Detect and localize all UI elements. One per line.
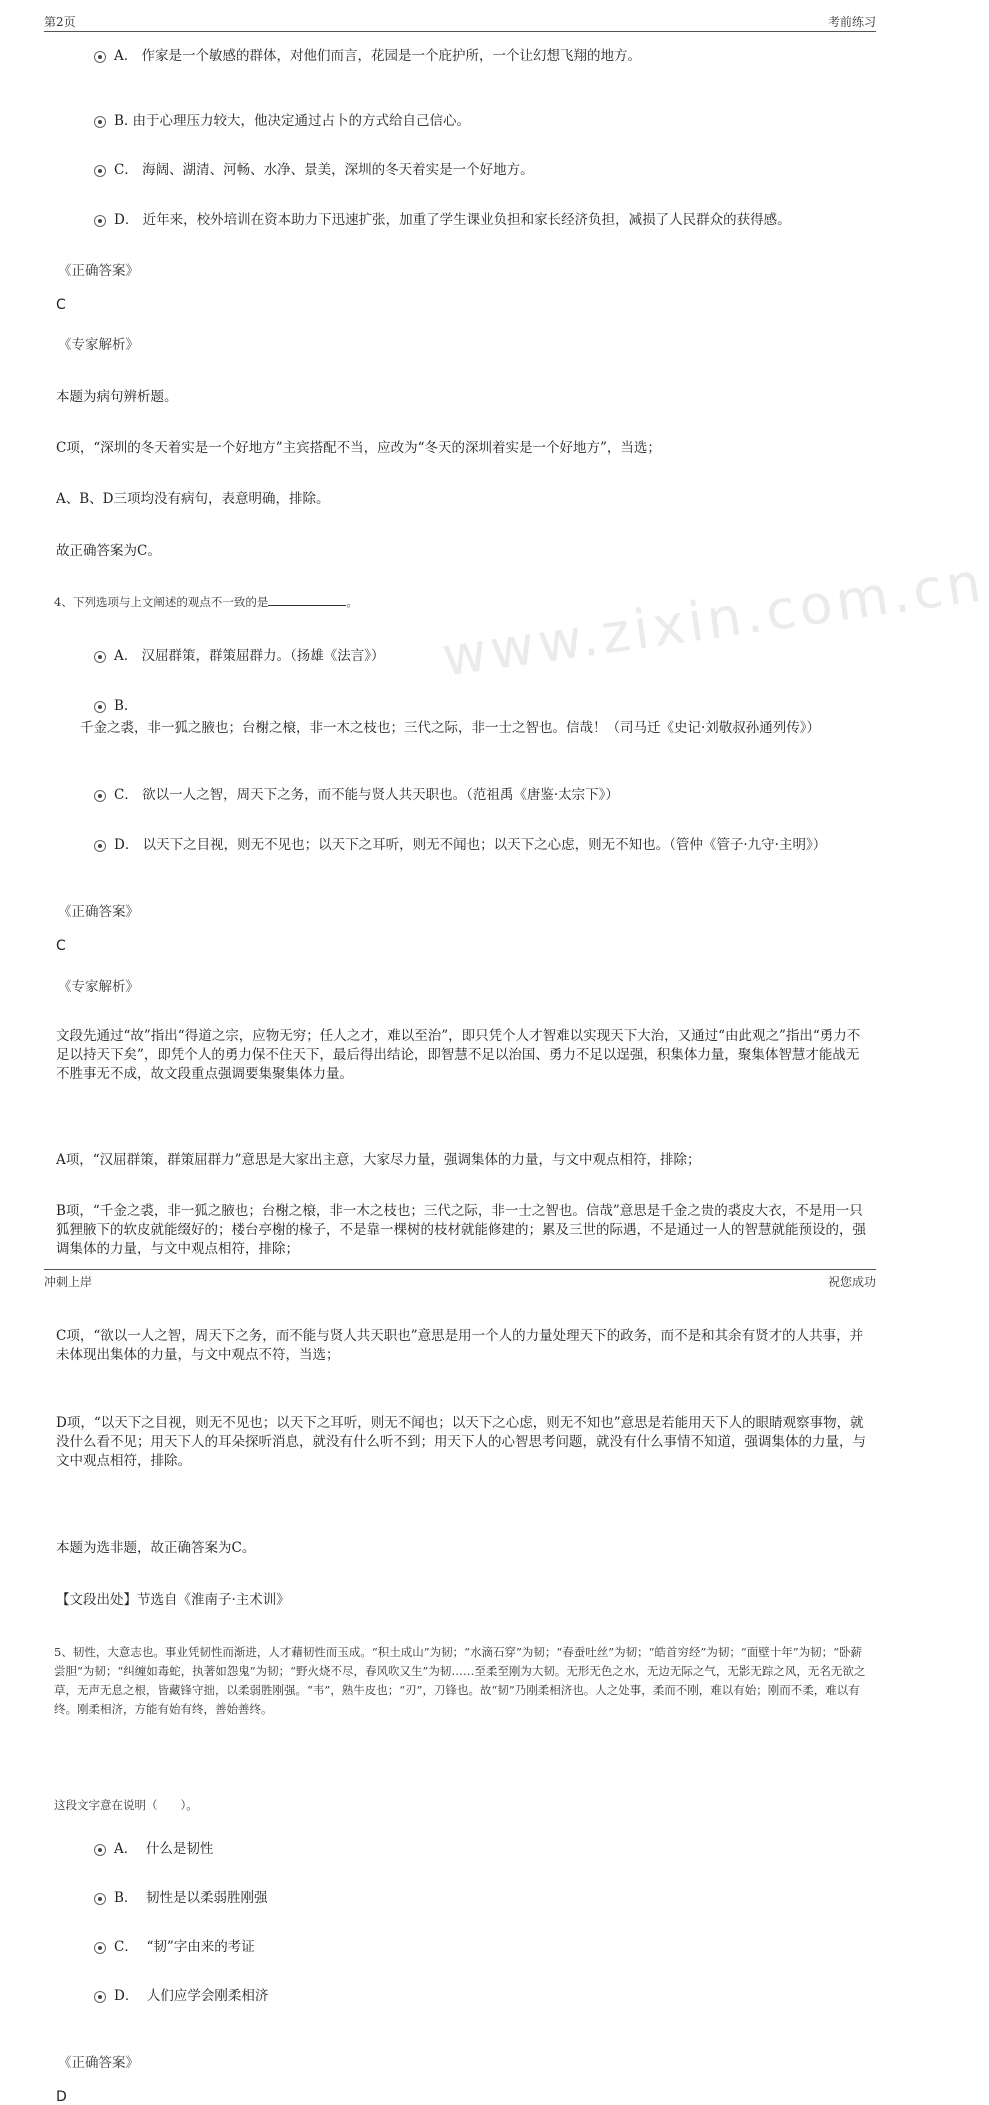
q5-option-d[interactable]: D． 人们应学会刚柔相济	[94, 1985, 869, 2007]
q3-option-d[interactable]: D． 近年来，校外培训在资本助力下迅速扩张，加重了学生课业负担和家长经济负担，减损了人民群众的获得感。	[94, 209, 869, 231]
radio-icon[interactable]	[94, 701, 106, 713]
q3-analysis-p1: 本题为病句辨析题。	[56, 389, 178, 405]
footer-rule	[44, 1269, 876, 1270]
radio-icon[interactable]	[94, 790, 106, 802]
page-number: 第2页	[44, 15, 76, 29]
q4-analysis-label: 《专家解析》	[58, 979, 139, 995]
q4-analysis-p2: A项，“汉屈群策，群策屈群力”意思是大家出主意，大家尽力量，强调集体的力量，与文中观点相符，排除；	[56, 1152, 701, 1168]
q3-analysis-p2: C项，“深圳的冬天着实是一个好地方”主宾搭配不当，应改为“冬天的深圳着实是一个好地方”，当选；	[56, 440, 661, 456]
radio-icon[interactable]	[94, 1942, 106, 1954]
radio-icon[interactable]	[94, 1844, 106, 1856]
q5-option-b[interactable]: B． 韧性是以柔弱胜刚强	[94, 1887, 869, 1909]
header-rule	[44, 31, 876, 32]
q4-analysis-p5: D项，“以天下之目视，则无不见也；以天下之耳听，则无不闻也；以天下之心虑，则无不知也”意思是若能用天下人的眼睛观察事物，就没什么看不见；用天下人的耳朵探听消息，就没有什么听不到；用天下人的心智思考问题，就没有什么事情不知道，强调集体的力量，与文中观点相符，排除。	[56, 1415, 866, 1469]
q5-question: 这段文字意在说明（ ）。	[54, 1798, 198, 1812]
q3-option-b[interactable]: B. 由于心理压力较大，他决定通过占卜的方式给自己信心。	[94, 110, 869, 132]
q4-analysis-p3: B项，“千金之裘，非一狐之腋也；台榭之榱，非一木之枝也；三代之际，非一士之智也。信哉”意思是千金之贵的裘皮大衣，不是用一只狐狸腋下的软皮就能缀好的；楼台亭榭的椽子，不是靠一棵树的枝材就能修建的；累及三世的际遇，不是通过一人的智慧就能预设的，强调集体的力量，与文中观点相符，排除；	[56, 1203, 866, 1257]
radio-icon[interactable]	[94, 116, 106, 128]
radio-icon[interactable]	[94, 215, 106, 227]
q4-option-d[interactable]: D． 以天下之目视，则无不见也；以天下之耳听，则无不闻也；以天下之心虑，则无不知也。（管仲《管子·九守·主明》）	[80, 834, 870, 856]
q5-stem: 5、韧性，大意志也。事业凭韧性而渐进，人才藉韧性而玉成。“积土成山”为韧；“水滴石穿”为韧；“春蚕吐丝”为韧；“皓首穷经”为韧；“面壁十年”为韧；“卧薪尝胆”为韧；“纠缠如毒蛇，执著如怨鬼”为韧；“野火烧不尽，春风吹又生”为韧……至柔至刚为大韧。无形无色之水，无边无际之气，无影无踪之风，无名无欲之草，无声无息之根，皆藏锋守拙，以柔弱胜刚强。“韦”，熟牛皮也；“刃”，刀锋也。故“韧”乃刚柔相济也。人之处事，柔而不刚，难以有始；刚而不柔，难以有终。刚柔相济，方能有始有终，善始善终。	[54, 1645, 866, 1716]
q4-option-c[interactable]: C． 欲以一人之智，周天下之务，而不能与贤人共天职也。（范祖禹《唐鉴·太宗下》）	[94, 784, 869, 806]
q4-answer: C	[56, 938, 66, 954]
radio-icon[interactable]	[94, 51, 106, 63]
q4-option-b[interactable]: B. 千金之裘，非一狐之腋也；台榭之榱，非一木之枝也；三代之际，非一士之智也。信哉！（司马迁《史记·刘敬叔孙通列传》）	[80, 698, 821, 736]
q4-answer-label: 《正确答案》	[58, 904, 139, 920]
q3-answer: C	[56, 297, 66, 313]
q4-option-a[interactable]: A． 汉屈群策，群策屈群力。（扬雄《法言》）	[94, 645, 869, 667]
q3-analysis-p4: 故正确答案为C。	[56, 543, 161, 559]
q3-analysis-label: 《专家解析》	[58, 337, 139, 353]
q5-option-c[interactable]: C． “韧”字由来的考证	[94, 1936, 869, 1958]
radio-icon[interactable]	[94, 1991, 106, 2003]
radio-icon[interactable]	[94, 840, 106, 852]
radio-icon[interactable]	[94, 1893, 106, 1905]
q3-analysis-p3: A、B、D三项均没有病句，表意明确，排除。	[56, 491, 330, 507]
footer-right: 祝您成功	[827, 1275, 876, 1289]
q4-analysis-p4: C项，“欲以一人之智，周天下之务，而不能与贤人共天职也”意思是用一个人的力量处理天下的政务，而不是和其余有贤才的人共事，并未体现出集体的力量，与文中观点不符，当选；	[56, 1328, 864, 1363]
q3-option-c[interactable]: C． 海阔、湖清、河畅、水净、景美，深圳的冬天着实是一个好地方。	[94, 159, 869, 181]
footer-left: 冲刺上岸	[44, 1275, 93, 1289]
q4-analysis-p1: 文段先通过“故”指出“得道之宗，应物无穷；任人之才，难以至治”，即只凭个人才智难以实现天下大治，又通过“由此观之”指出“勇力不足以持天下矣”，即凭个人的勇力保不住天下，最后得出结论，即智慧不足以治国、勇力不足以逞强，积集体力量，聚集体智慧才能战无不胜事无不成，故文段重点强调要集聚集体力量。	[56, 1028, 861, 1082]
header-title: 考前练习	[827, 15, 876, 29]
radio-icon[interactable]	[94, 651, 106, 663]
answer-blank	[268, 593, 346, 606]
q5-answer-label: 《正确答案》	[58, 2055, 139, 2071]
q5-option-a[interactable]: A． 什么是韧性	[94, 1838, 869, 1860]
q5-answer: D	[56, 2089, 67, 2105]
q4-analysis-p6: 本题为选非题，故正确答案为C。	[56, 1540, 256, 1556]
q4-source: 【文段出处】节选自《淮南子·主术训》	[56, 1592, 290, 1608]
radio-icon[interactable]	[94, 165, 106, 177]
q3-option-a[interactable]: A． 作家是一个敏感的群体，对他们而言，花园是一个庇护所，一个让幻想飞翔的地方。	[94, 45, 869, 67]
q3-answer-label: 《正确答案》	[58, 263, 139, 279]
watermark: www.zixin.com.cn	[438, 550, 989, 689]
q4-stem: 4、下列选项与上文阐述的观点不一致的是 。	[54, 595, 358, 609]
